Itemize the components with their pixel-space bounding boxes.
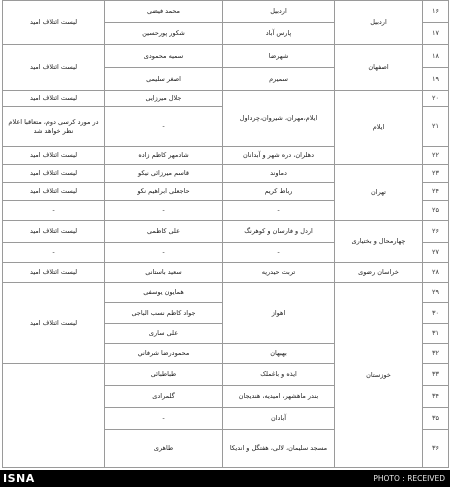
note-cell: لیست ائتلاف امید — [3, 263, 105, 283]
candidate-cell: همایون یوسفی — [105, 283, 223, 303]
candidate-cell: - — [105, 107, 223, 147]
constituency-cell: پارس آباد — [223, 23, 335, 45]
province-cell: تهران — [335, 165, 423, 221]
candidate-cell: جواد کاظم نسب الباجی — [105, 303, 223, 324]
note-cell: لیست ائتلاف امید — [3, 165, 105, 183]
row-number: ۲۵ — [423, 201, 449, 221]
row-number: ۳۱ — [423, 324, 449, 344]
photo-credit-bar — [0, 470, 450, 487]
row-number: ۲۱ — [423, 107, 449, 147]
table-row — [3, 91, 449, 107]
candidate-cell: طباطبائی — [105, 364, 223, 386]
province-cell: چهارمحال و بختیاری — [335, 221, 423, 263]
row-number: ۳۲ — [423, 344, 449, 364]
note-cell: لیست ائتلاف امید — [3, 147, 105, 165]
note-cell — [3, 364, 105, 468]
note-cell: لیست ائتلاف امید — [3, 183, 105, 201]
candidate-cell: علی کاظمی — [105, 221, 223, 243]
candidate-cell: قاسم میرزائی نیکو — [105, 165, 223, 183]
candidate-cell: اصغر سلیمی — [105, 68, 223, 91]
note-cell: - — [3, 243, 105, 263]
row-number: ۳۵ — [423, 408, 449, 430]
note-cell: لیست ائتلاف امید — [3, 1, 105, 45]
row-number: ۱۸ — [423, 45, 449, 68]
constituency-cell: دهلران، دره شهر و آبدانان — [223, 147, 335, 165]
province-cell: اردبیل — [335, 1, 423, 45]
row-number: ۳۶ — [423, 430, 449, 468]
table-row — [3, 283, 449, 303]
candidates-table — [2, 0, 449, 468]
row-number: ۱۹ — [423, 68, 449, 91]
candidate-cell: گلمرادی — [105, 386, 223, 408]
candidate-cell: علی ساری — [105, 324, 223, 344]
row-number: ۳۰ — [423, 303, 449, 324]
province-cell: ایلام — [335, 91, 423, 165]
constituency-cell: بهبهان — [223, 344, 335, 364]
candidate-cell: - — [105, 201, 223, 221]
table-row — [3, 221, 449, 243]
table-row — [3, 1, 449, 23]
candidate-cell: - — [105, 408, 223, 430]
candidate-cell: سمیه محمودی — [105, 45, 223, 68]
constituency-cell: - — [223, 243, 335, 263]
note-cell: لیست ائتلاف امید — [3, 45, 105, 91]
candidate-cell: جلال میرزایی — [105, 91, 223, 107]
constituency-cell: - — [223, 201, 335, 221]
candidate-cell: محمودرضا شرفاني — [105, 344, 223, 364]
constituency-cell: مسجد سلیمان، لالی، هفتگل و اندیکا — [223, 430, 335, 468]
constituency-cell: شهرضا — [223, 45, 335, 68]
constituency-cell: اهواز — [223, 283, 335, 344]
row-number: ۲۷ — [423, 243, 449, 263]
candidate-cell: حاجعلی ابراهیم نکو — [105, 183, 223, 201]
constituency-cell: رباط کریم — [223, 183, 335, 201]
note-cell: لیست ائتلاف امید — [3, 221, 105, 243]
note-cell: در مورد کرسی دوم، متعاقبا اعلام نظر خواهد شد — [3, 107, 105, 147]
table-row — [3, 45, 449, 68]
constituency-cell: اردل و فارسان و کوهرنگ — [223, 221, 335, 243]
row-number: ۳۳ — [423, 364, 449, 386]
constituency-cell: دماوند — [223, 165, 335, 183]
constituency-cell: اردبیل — [223, 1, 335, 23]
note-cell: لیست ائتلاف امید — [3, 91, 105, 107]
note-cell: لیست ائتلاف امید — [3, 283, 105, 364]
isna-logo: ISNA — [3, 472, 35, 485]
row-number: ۲۳ — [423, 165, 449, 183]
row-number: ۲۸ — [423, 263, 449, 283]
constituency-cell: ایلام،مهران، شیروان،چرداول — [223, 91, 335, 147]
candidate-cell: شادمهر کاظم زاده — [105, 147, 223, 165]
row-number: ۲۴ — [423, 183, 449, 201]
constituency-cell: آبادان — [223, 408, 335, 430]
candidate-cell: - — [105, 243, 223, 263]
constituency-cell: بندر ماهشهر، امیدیه، هندیجان — [223, 386, 335, 408]
photo-credit: PHOTO : RECEIVED — [373, 474, 445, 483]
constituency-cell: سمیرم — [223, 68, 335, 91]
row-number: ۲۶ — [423, 221, 449, 243]
note-cell: - — [3, 201, 105, 221]
table-row — [3, 165, 449, 183]
province-cell: اصفهان — [335, 45, 423, 91]
constituency-cell: تربت حیدریه — [223, 263, 335, 283]
row-number: ۱۶ — [423, 1, 449, 23]
row-number: ۲۲ — [423, 147, 449, 165]
candidate-cell: شکور پورحسین — [105, 23, 223, 45]
row-number: ۲۹ — [423, 283, 449, 303]
province-cell: خراسان رضوی — [335, 263, 423, 283]
candidate-cell: طاهری — [105, 430, 223, 468]
row-number: ۱۷ — [423, 23, 449, 45]
row-number: ۳۴ — [423, 386, 449, 408]
constituency-cell: ایذه و باغملک — [223, 364, 335, 386]
province-cell: خوزستان — [335, 283, 423, 468]
candidate-cell: محمد فیضی — [105, 1, 223, 23]
table-row — [3, 263, 449, 283]
candidate-cell: سعید باستانی — [105, 263, 223, 283]
row-number: ۲۰ — [423, 91, 449, 107]
